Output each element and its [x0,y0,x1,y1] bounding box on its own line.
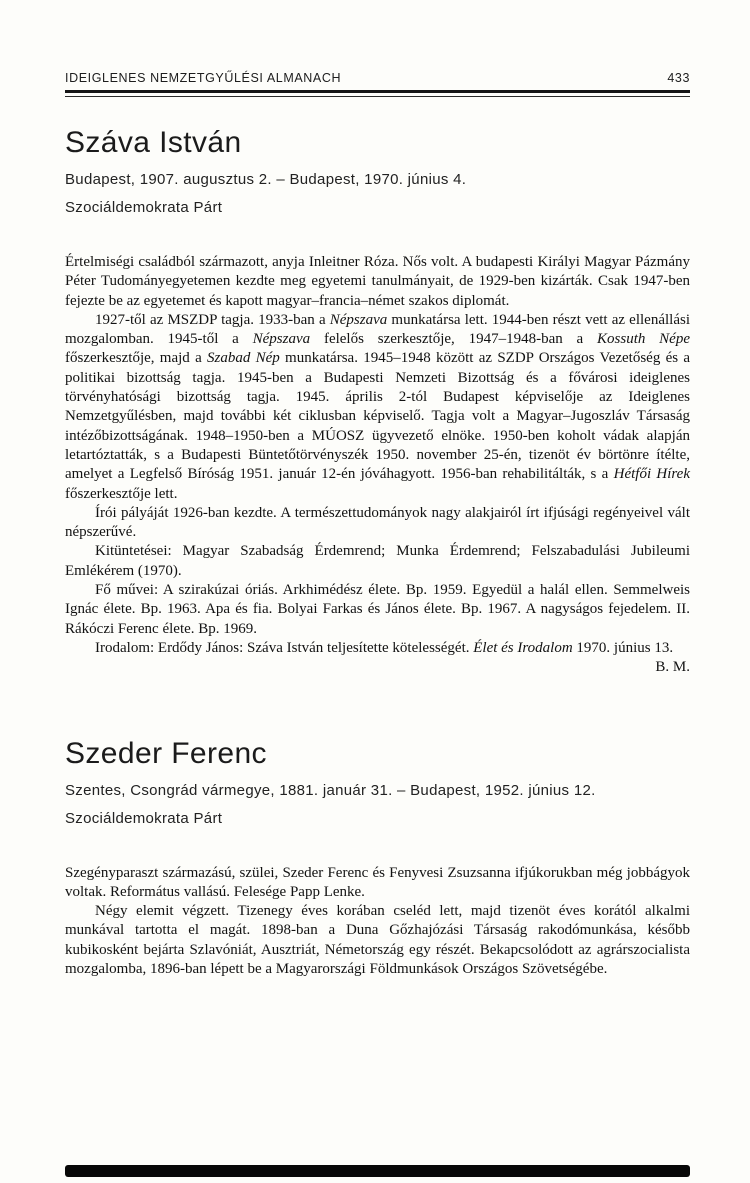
entry-birth-death-dates: Budapest, 1907. augusztus 2. – Budapest, 1970. június 4. [65,171,467,188]
body-text: főszerkesztője lett. [65,485,178,502]
body-text: munkatársa. 1945–1948 között az SZDP Országos Vezetőség és a politikai bizottság tagja. 1945-ben a Budapesti Nemzeti Bizottság és a fővárosi ideiglenes törvényhatósági bizottság tagja. 1945. április 2-tól Budapest képviselője az Ideiglenes Nemzetgyűlésben, majd további két ciklusban képviselő. Tagja volt a Magyar–Jugoszláv Társaság intézőbizottságának. 1948–1950-ben a MÚOSZ ügyvezető elnöke. 1950-ben koholt vádak alapján letartóztatták, s a Budapesti Büntetőtörvényszék 1950. november 25-én, tizenöt év börtönre ítélte, amelyet a Legfelső Bíróság 1951. január 12-én jóváhagyott. 1956-ban rehabilitálták, s a [65,350,691,483]
body-text: Fő művei: A szirakúzai óriás. Arkhimédész élete. Bp. 1959. Egyedül a halál ellen. Semmelweis Ignác élete. Bp. 1963. Apa és fia. Bolyai Farkas és János élete. Bp. 1967. A nagyságos fejedelem. II. Rákóczi Ferenc élete. Bp. 1969. [65,582,690,637]
body-text: Négy elemit végzett. Tizenegy éves korában cseléd lett, majd tizenöt éves korától alkalmi munkával tartotta el magát. 1898-ban a Duna Gőzhajózási Társaság rakodómunkása, később kubikosként bejárta Szlavóniát, Ausztriát, Németország egy részét. Bekapcsolódott az agrárszocialista mozgalomba, 1896-ban lépett be a Magyarországi Földmunkások Országos Szövetségébe. [65,903,690,978]
paragraph [65,504,690,543]
body-text: 1927-től az MSZDP tagja. 1933-ban a [95,311,330,328]
biography-entry-szava-istvan [65,125,690,678]
body-text: Szegényparaszt származású, szülei, Szeder Ferenc és Fenyvesi Zsuzsanna ifjúkorukban még jobbágyok voltak. Református vallású. Felesége Papp Lenke. [65,864,690,900]
scan-artifact-bar [65,1165,690,1177]
page-number: 433 [667,71,690,85]
italic-text: Népszava [252,331,311,348]
body-text: munkatársa lett. 1944-ben részt vett az ellenállási mozgalomban. 1945-től a [65,311,690,348]
paragraph [65,902,690,979]
paragraph [65,639,690,658]
body-text: főszerkesztője, majd a [65,350,207,367]
italic-text: Szabad Nép [207,350,280,367]
biography-text [65,253,690,658]
header-rule-thin [65,96,690,97]
biography-text [65,864,690,980]
entry-birth-death-dates: Szentes, Csongrád vármegye, 1881. január 31. – Budapest, 1952. június 12. [65,781,596,799]
paragraph [65,581,690,639]
page-content [0,71,750,979]
body-text: 1970. június 13. [572,639,674,656]
body-text: Írói pályáját 1926-ban kezdte. A természettudományok nagy alakjairól írt ifjúsági regényeivel vált népszerűvé. [65,504,690,541]
paragraph [65,311,690,504]
author-initials: B. M. [655,659,690,676]
italic-text: Népszava [329,311,388,328]
entry-party: Szociáldemokrata Párt [65,809,223,827]
italic-text: Élet és Irodalom [473,639,573,656]
biography-entry-szeder-ferenc [65,736,690,980]
entry-name: Szeder Ferenc [65,736,267,770]
italic-text: Kossuth Népe [597,331,690,348]
body-text: Irodalom: Erdődy János: Száva István teljesítette kötelességét. [95,639,474,656]
entry-name: Száva István [65,126,242,159]
running-head-title: IDEIGLENES NEMZETGYŰLÉSI ALMANACH [65,71,342,85]
body-text: Kitüntetései: Magyar Szabadság Érdemrend; Munka Érdemrend; Felszabadulási Jubileumi Emlékérem (1970). [65,543,690,579]
header-rule-thick [65,90,690,93]
body-text: Értelmiségi családból származott, anyja Inleitner Róza. Nős volt. A budapesti Királyi Magyar Pázmány Péter Tudományegyetemen kezdte meg egyetemi tanulmányait, de 1929-ben kizárták. Csak 1947-ben fejezte be az egyetemet és kapott magyar–francia–német szakos diplomát. [65,254,690,309]
paragraph [65,542,690,581]
italic-text: Hétfői Hírek [613,466,690,483]
paragraph [65,864,690,903]
paragraph [65,253,690,311]
body-text: felelős szerkesztője, 1947–1948-ban a [310,331,598,348]
entry-party: Szociáldemokrata Párt [65,199,223,216]
running-head [65,71,690,85]
